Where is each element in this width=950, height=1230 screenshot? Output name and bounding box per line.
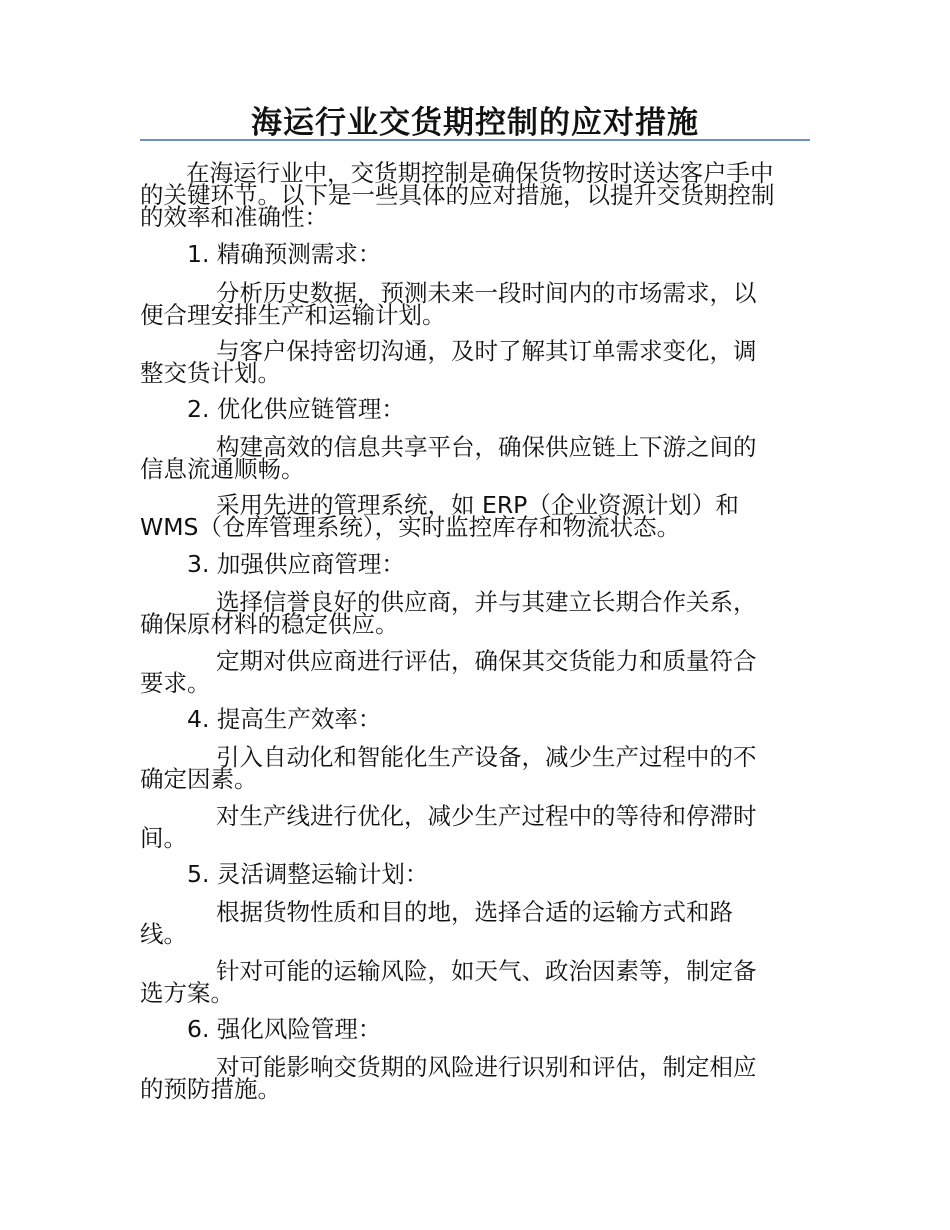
paragraph-line: 选择信誉良好的供应商，并与其建立长期合作关系， bbox=[216, 588, 757, 616]
section-4-paragraph-2 bbox=[140, 802, 800, 852]
section-3-heading: 3. 加强供应商管理： bbox=[187, 550, 405, 578]
paragraph-line: 针对可能的运输风险，如天气、政治因素等，制定备 bbox=[216, 957, 757, 985]
paragraph-line: 间。 bbox=[140, 824, 187, 852]
section-4-paragraph-1 bbox=[140, 743, 800, 793]
section-2-paragraph-1 bbox=[140, 433, 800, 483]
paragraph-line: WMS（仓库管理系统），实时监控库存和物流状态。 bbox=[140, 513, 681, 541]
intro-paragraph bbox=[140, 159, 800, 231]
paragraph-line: 便合理安排生产和运输计划。 bbox=[140, 301, 446, 329]
paragraph-line: 分析历史数据，预测未来一段时间内的市场需求，以 bbox=[216, 279, 757, 307]
paragraph-line: 采用先进的管理系统，如 ERP（企业资源计划）和 bbox=[216, 491, 739, 519]
intro-line-1: 在海运行业中，交货期控制是确保货物按时送达客户手中 bbox=[186, 159, 774, 187]
section-2-heading: 2. 优化供应链管理： bbox=[187, 395, 405, 423]
section-3-paragraph-1 bbox=[140, 588, 800, 638]
section-5-paragraph-2 bbox=[140, 957, 800, 1007]
title-underline bbox=[140, 139, 810, 141]
section-6-paragraph-1 bbox=[140, 1053, 800, 1103]
section-1-paragraph-2 bbox=[140, 337, 800, 387]
paragraph-line: 的预防措施。 bbox=[140, 1075, 281, 1103]
paragraph-line: 要求。 bbox=[140, 669, 211, 697]
intro-line-2: 的关键环节。以下是一些具体的应对措施，以提升交货期控制 bbox=[140, 181, 775, 209]
section-5-heading: 5. 灵活调整运输计划： bbox=[187, 860, 429, 888]
intro-line-3: 的效率和准确性： bbox=[140, 203, 328, 231]
paragraph-line: 确定因素。 bbox=[140, 765, 258, 793]
paragraph-line: 对可能影响交货期的风险进行识别和评估，制定相应 bbox=[216, 1053, 757, 1081]
paragraph-line: 定期对供应商进行评估，确保其交货能力和质量符合 bbox=[216, 647, 757, 675]
section-1-paragraph-1 bbox=[140, 279, 800, 329]
section-2-paragraph-2 bbox=[140, 491, 800, 541]
section-3-paragraph-2 bbox=[140, 647, 800, 697]
paragraph-line: 信息流通顺畅。 bbox=[140, 455, 305, 483]
section-6-heading: 6. 强化风险管理： bbox=[187, 1015, 382, 1043]
paragraph-line: 构建高效的信息共享平台，确保供应链上下游之间的 bbox=[216, 433, 757, 461]
paragraph-line: 线。 bbox=[140, 920, 187, 948]
paragraph-line: 对生产线进行优化，减少生产过程中的等待和停滞时 bbox=[216, 802, 757, 830]
paragraph-line: 确保原材料的稳定供应。 bbox=[140, 610, 399, 638]
paragraph-line: 与客户保持密切沟通，及时了解其订单需求变化，调 bbox=[216, 337, 757, 365]
paragraph-line: 选方案。 bbox=[140, 979, 234, 1007]
document-title: 海运行业交货期控制的应对措施 bbox=[251, 105, 699, 141]
paragraph-line: 整交货计划。 bbox=[140, 359, 281, 387]
section-1-heading: 1. 精确预测需求： bbox=[187, 240, 382, 268]
section-4-heading: 4. 提高生产效率： bbox=[187, 705, 382, 733]
paragraph-line: 根据货物性质和目的地，选择合适的运输方式和路 bbox=[216, 898, 733, 926]
section-5-paragraph-1 bbox=[140, 898, 800, 948]
paragraph-line: 引入自动化和智能化生产设备，减少生产过程中的不 bbox=[216, 743, 757, 771]
